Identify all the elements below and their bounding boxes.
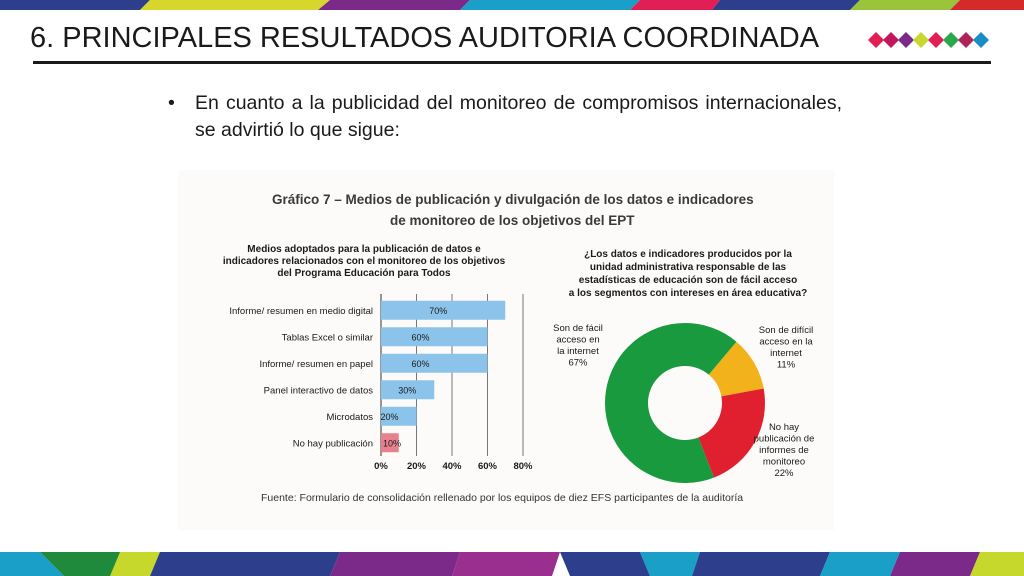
chart-figure [178,170,834,530]
donut-chart [553,249,814,483]
bullet-text: En cuanto a la publicidad del monitoreo de compromisos internacionales, se advirtió lo que sigue: [195,92,842,141]
slice-label: monitoreo [762,456,806,468]
slice-label: internet [770,348,802,359]
slice-label: 67% [568,357,588,369]
slice-label: 22% [774,468,794,479]
top-decorative-band [0,0,1024,10]
slice-label: informes de [759,445,809,456]
bar-chart-title-line: indicadores relacionados con el monitoreo de los objetivos [222,256,506,267]
figure-title-line1: Gráfico 7 – Medios de publicación y divulgación de los datos e indicadores [272,192,754,207]
slice-label: acceso en [556,334,600,346]
x-tick-label: 0% [374,461,388,472]
pie-chart-title-line: a los segmentos con intereses en área educativa? [568,288,808,299]
bar-chart-title-line: del Programa Educación para Todos [277,268,451,279]
x-tick-label: 60% [477,461,498,472]
data-label: 70% [429,305,448,316]
figure-title-line2: de monitoreo de los objetivos del EPT [390,213,635,228]
data-label: 10% [383,438,402,449]
decorative-diamonds [868,31,998,49]
bullet-point [168,90,842,144]
category-label: Microdatos [326,411,373,423]
figure-source: Fuente: Formulario de consolidación rellenado por los equipos de diez EFS participantes de la auditoría [261,492,744,504]
slice-label: 11% [776,359,796,371]
slide-title: 6. PRINCIPALES RESULTADOS AUDITORIA COORDINADA [30,22,820,54]
x-tick-label: 80% [513,461,533,472]
data-label: 20% [380,411,399,422]
category-label: Tablas Excel o similar [281,332,373,344]
bar-chart [223,244,533,472]
bar [381,354,488,373]
data-label: 60% [411,332,430,343]
title-underline [33,61,991,64]
x-tick-label: 20% [406,461,427,472]
bullet-marker: • [168,92,175,114]
pie-chart-title-line: unidad administrativa responsable de las [589,262,787,273]
data-label: 30% [398,385,417,396]
data-label: 60% [411,358,430,369]
pie-chart-title-line: estadísticas de educación son de fácil acceso [578,275,798,286]
category-label: No hay publicación [292,438,373,450]
slice-label: acceso en la [759,336,813,348]
slice-label: la internet [557,346,599,357]
bottom-decorative-band [0,552,1024,576]
category-label: Panel interactivo de datos [263,385,373,397]
slice-label: Son de fácil [553,323,603,334]
slice-label: publicación de [753,433,815,445]
slice-label: Son de difícil [758,325,814,336]
pie-chart-title-line: ¿Los datos e indicadores producidos por la [584,249,792,260]
bar-chart-title-line: Medios adoptados para la publicación de datos e [247,244,481,255]
x-tick-label: 40% [442,461,462,472]
category-label: Informe/ resumen en medio digital [229,305,373,317]
bar [381,327,488,346]
slice-label: No hay [768,422,800,433]
category-label: Informe/ resumen en papel [259,358,373,370]
